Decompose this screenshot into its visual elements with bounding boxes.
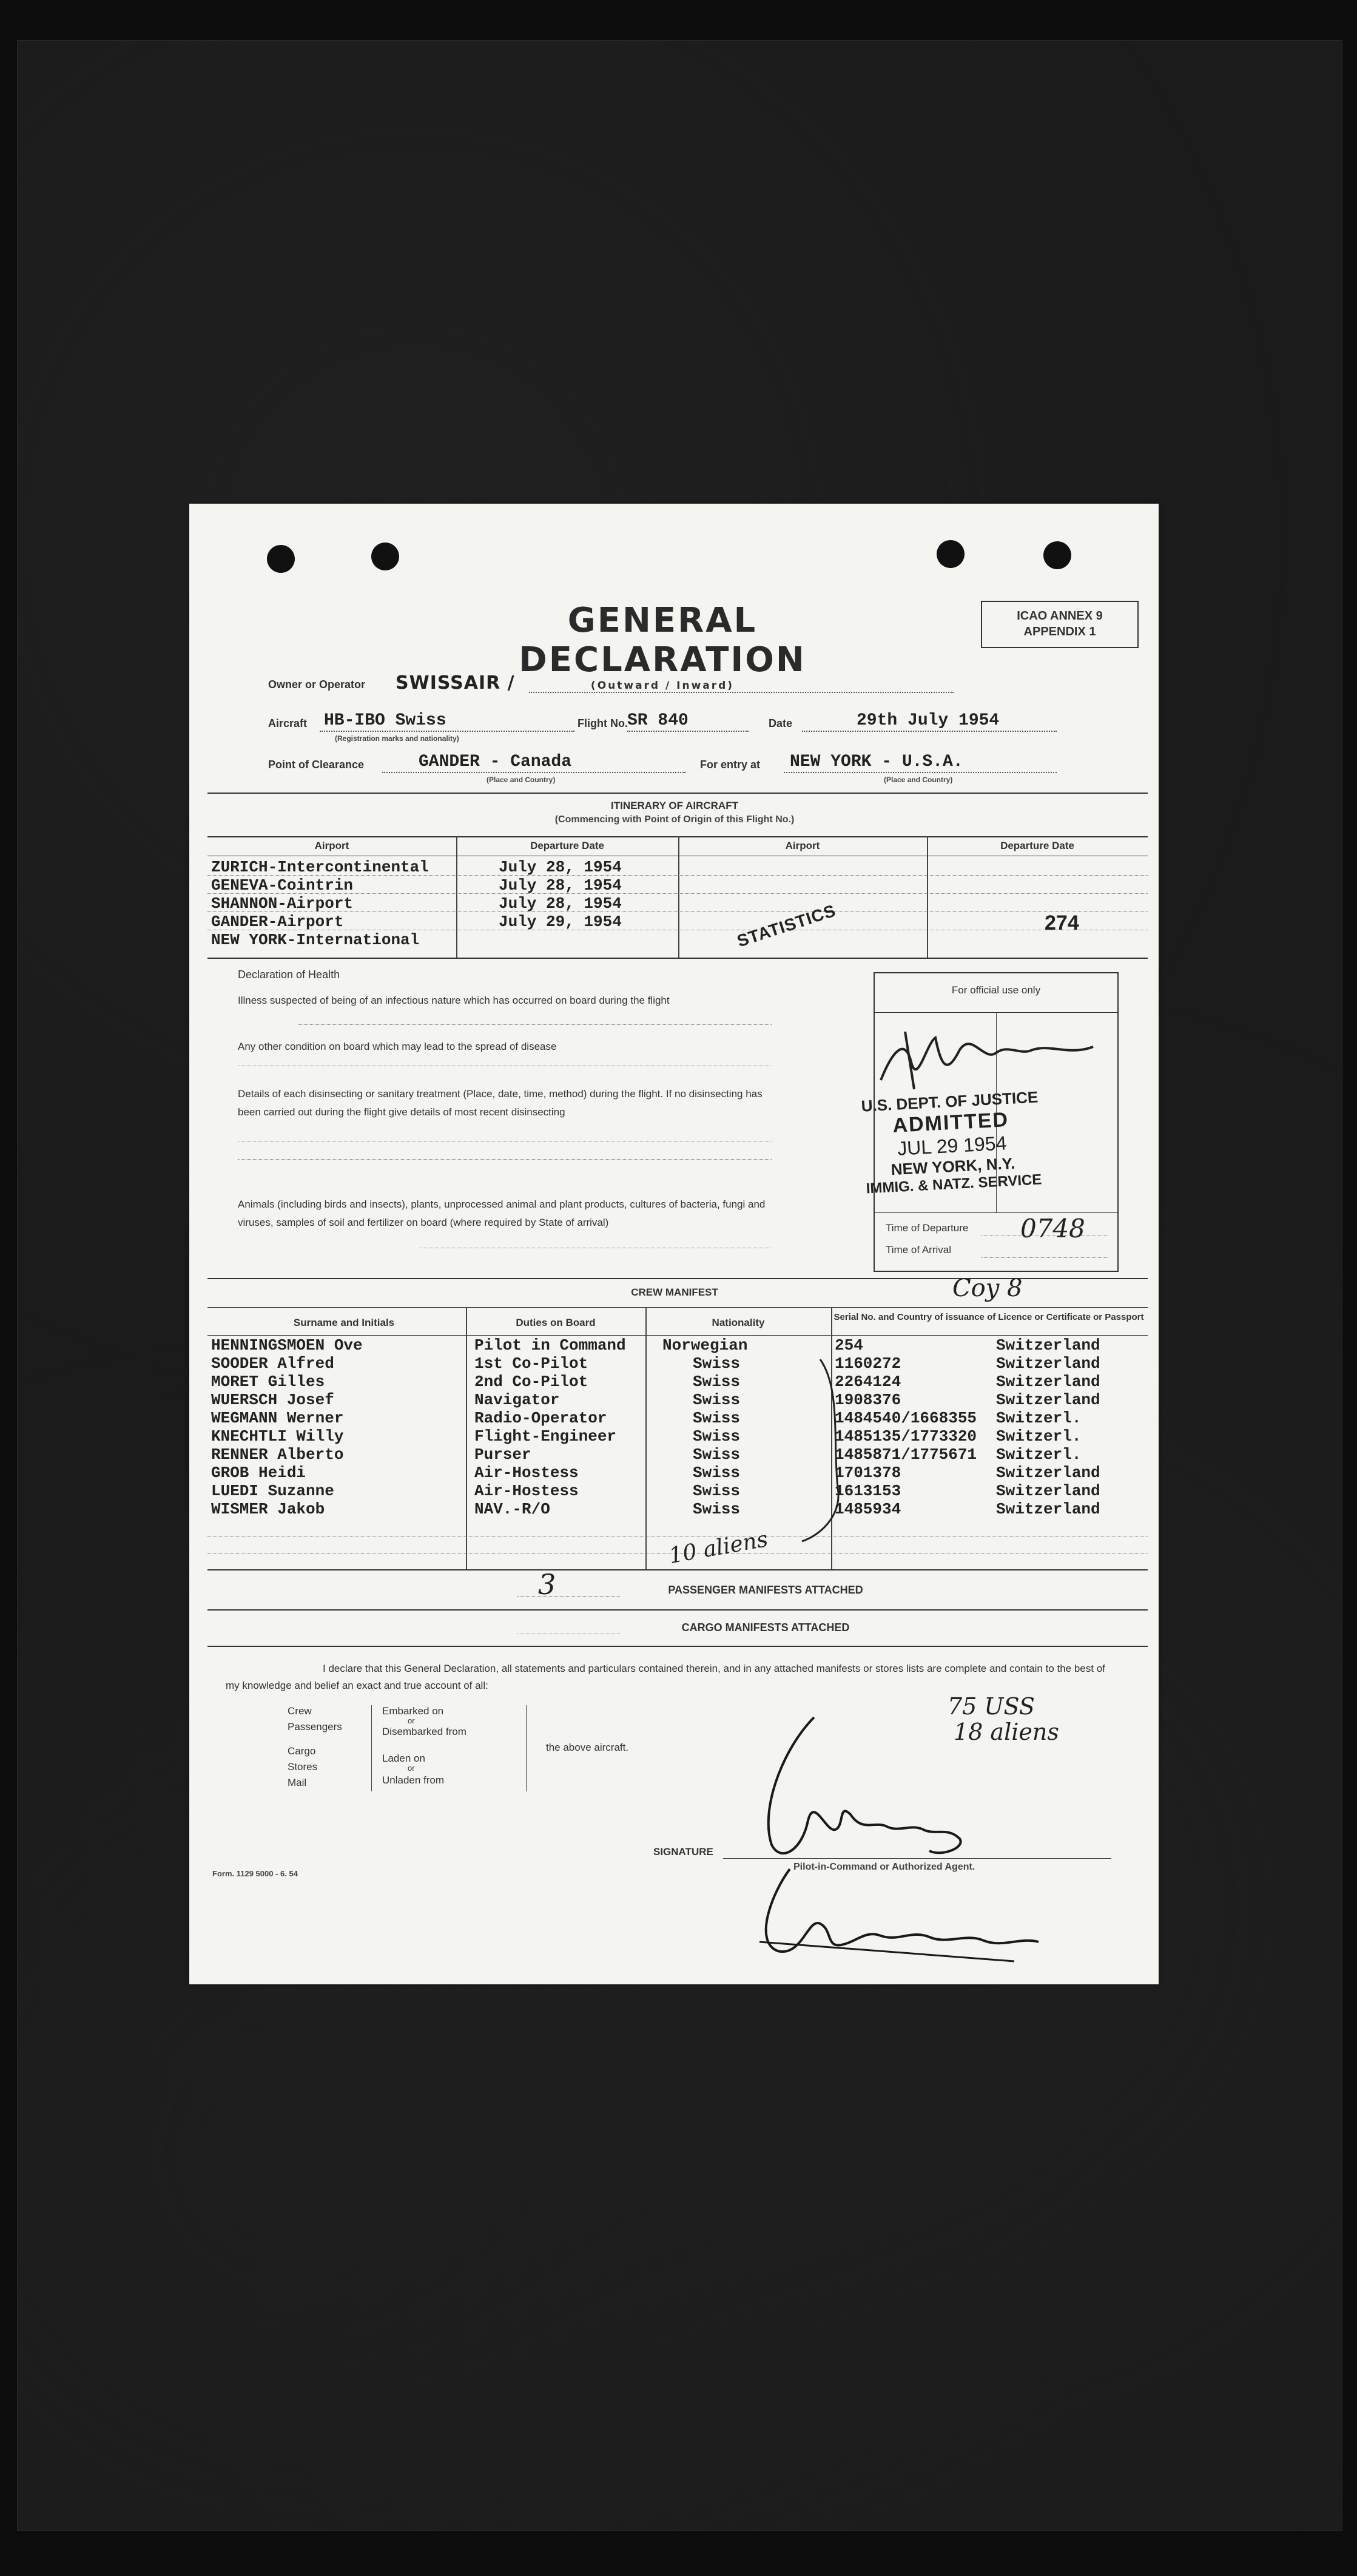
crew-country: Switzerland (996, 1482, 1100, 1500)
stamp-dept: U.S. DEPT. OF JUSTICE (860, 1087, 1039, 1115)
count-annotation-2: 18 aliens (954, 1719, 1059, 1745)
crew-title: CREW MANIFEST (631, 1286, 718, 1298)
passenger-manifest-count: 3 (538, 1568, 556, 1601)
decl-or: or (408, 1716, 415, 1725)
form-number: Form. 1129 5000 - 6. 54 (212, 1869, 298, 1878)
decl-disembarked: Disembarked from (382, 1726, 466, 1737)
itinerary-airport: SHANNON-Airport (211, 894, 354, 913)
divider (207, 793, 1148, 794)
owner-value: SWISSAIR / (396, 672, 515, 694)
general-declaration-form (189, 504, 1159, 1984)
punch-hole (1043, 541, 1071, 569)
flight-label: Flight No. (577, 717, 628, 729)
departure-time-label: Time of Departure (886, 1222, 969, 1234)
decl-laden: Laden on (382, 1753, 425, 1764)
punch-hole (371, 543, 399, 570)
crew-name: WUERSCH Josef (211, 1391, 334, 1409)
answer-line (238, 1159, 772, 1160)
crew-nationality: Swiss (693, 1427, 741, 1445)
crew-duty: Navigator (474, 1391, 560, 1409)
crew-country: Switzerl. (996, 1445, 1082, 1464)
official-use-title: For official use only (951, 984, 1041, 996)
alien-bracket (796, 1353, 850, 1547)
decl-stores: Stores (288, 1761, 318, 1773)
punch-hole (937, 540, 965, 568)
divider (207, 958, 1148, 959)
crew-duty: 1st Co-Pilot (474, 1354, 588, 1373)
crew-serial: 1485135/1773320 (835, 1427, 977, 1445)
crew-duty: NAV.-R/O (474, 1500, 550, 1518)
crew-name: HENNINGSMOEN Ove (211, 1336, 363, 1354)
health-title: Declaration of Health (238, 969, 340, 981)
stamp-date: JUL 29 1954 (897, 1132, 1008, 1160)
crew-serial: 1613153 (835, 1482, 901, 1500)
divider (207, 836, 1148, 837)
crew-row (189, 1445, 1159, 1464)
owner-line (529, 692, 954, 693)
form-subtitle: (Outward / Inward) (590, 680, 735, 692)
crew-annotation: Coy 8 (952, 1274, 1023, 1302)
row-line (207, 911, 1148, 912)
flight-line (627, 731, 749, 732)
crew-row (189, 1427, 1159, 1445)
crew-nationality: Swiss (693, 1409, 741, 1427)
answer-line (298, 1024, 772, 1025)
aircraft-note: (Registration marks and nationality) (335, 734, 459, 743)
crew-name: LUEDI Suzanne (211, 1482, 334, 1500)
crew-country: Switzerland (996, 1391, 1100, 1409)
column-divider (927, 836, 928, 958)
decl-unladen: Unladen from (382, 1774, 445, 1786)
crew-duty: Air-Hostess (474, 1464, 579, 1482)
crew-serial: 1485934 (835, 1500, 901, 1518)
crew-row (189, 1482, 1159, 1500)
bracket (371, 1705, 372, 1791)
crew-serial: 1485871/1775671 (835, 1445, 977, 1464)
departure-time-value: 0748 (1020, 1214, 1085, 1243)
crew-name: WISMER Jakob (211, 1500, 325, 1518)
itinerary-header-airport: Airport (314, 840, 349, 851)
health-q2: Any other condition on board which may lead to the spread of disease (238, 1041, 557, 1052)
crew-header-nationality: Nationality (712, 1317, 765, 1328)
decl-aircraft: the above aircraft. (546, 1742, 629, 1753)
crew-nationality: Swiss (693, 1391, 741, 1409)
divider (207, 1307, 1148, 1308)
crew-row (189, 1391, 1159, 1409)
itinerary-airport: GANDER-Airport (211, 913, 344, 931)
itinerary-airport: GENEVA-Cointrin (211, 876, 354, 894)
signature-note: Pilot-in-Command or Authorized Agent. (793, 1862, 975, 1872)
health-q4: Animals (including birds and insects), plants, unprocessed animal and plant products, cultures of bacteria, fungi and viruses, samples of soil and fertilizer on board (where required by State of arrival) (238, 1198, 766, 1228)
entry-note: (Place and Country) (884, 776, 953, 784)
crew-header-duty: Duties on Board (516, 1317, 596, 1328)
itinerary-header-date: Departure Date (530, 840, 604, 851)
itinerary-header-date-2: Departure Date (1000, 840, 1074, 851)
pilot-signature (735, 1711, 1075, 1966)
crew-name: SOODER Alfred (211, 1354, 334, 1373)
crew-nationality: Swiss (693, 1354, 741, 1373)
crew-row (189, 1336, 1159, 1354)
arrival-time-label: Time of Arrival (886, 1244, 952, 1256)
clearance-label: Point of Clearance (268, 759, 365, 771)
entry-label: For entry at (700, 759, 761, 771)
crew-duty: 2nd Co-Pilot (474, 1373, 588, 1391)
icao-annex-box (981, 601, 1139, 648)
itinerary-number: 274 (1045, 911, 1079, 935)
stamp-place: NEW YORK, N.Y. (891, 1154, 1016, 1179)
crew-country: Switzerl. (996, 1427, 1082, 1445)
declaration-text: I declare that this General Declaration, all statements and particulars contained therein, and in any attached manifests or stores lists are complete and contain to the best of my knowledge and belief an exact and true account of all: (226, 1663, 1105, 1691)
decl-embarked: Embarked on (382, 1705, 444, 1717)
crew-nationality: Swiss (693, 1445, 741, 1464)
aircraft-line (320, 731, 574, 732)
crew-name: MORET Gilles (211, 1373, 325, 1391)
crew-serial: 2264124 (835, 1373, 901, 1391)
cargo-manifests-label: CARGO MANIFESTS ATTACHED (681, 1621, 850, 1634)
crew-name: RENNER Alberto (211, 1445, 344, 1464)
crew-serial: 1701378 (835, 1464, 901, 1482)
passenger-manifests-label: PASSENGER MANIFESTS ATTACHED (668, 1584, 863, 1596)
row-line (207, 1536, 1148, 1537)
itinerary-note: (Commencing with Point of Origin of this Flight No.) (554, 814, 795, 825)
date-label: Date (769, 717, 793, 729)
crew-row (189, 1409, 1159, 1427)
decl-passengers: Passengers (288, 1721, 342, 1733)
signature-label: SIGNATURE (653, 1846, 713, 1858)
crew-country: Switzerl. (996, 1409, 1082, 1427)
bracket (526, 1705, 527, 1791)
crew-row (189, 1373, 1159, 1391)
admitted-stamp (849, 1087, 1054, 1198)
crew-nationality: Swiss (693, 1373, 741, 1391)
itinerary-airport: NEW YORK-International (211, 931, 420, 949)
clearance-value: GANDER - Canada (419, 752, 572, 771)
crew-serial: 1908376 (835, 1391, 901, 1409)
divider (207, 1646, 1148, 1647)
officer-signature (869, 1026, 1105, 1092)
crew-nationality: Swiss (693, 1482, 741, 1500)
crew-row (189, 1500, 1159, 1518)
annex-line: ICAO ANNEX 9 (1017, 609, 1103, 623)
crew-name: KNECHTLI Willy (211, 1427, 344, 1445)
crew-serial: 254 (835, 1336, 863, 1354)
column-divider (678, 836, 679, 958)
crew-country: Switzerland (996, 1500, 1100, 1518)
crew-duty: Purser (474, 1445, 531, 1464)
punch-hole (267, 545, 295, 573)
flight-value: SR 840 (627, 711, 689, 730)
count-annotation-1: 75 USS (948, 1693, 1035, 1720)
aircraft-value: HB-IBO Swiss (324, 711, 446, 730)
entry-line (784, 772, 1057, 773)
itinerary-date: July 28, 1954 (499, 894, 622, 913)
crew-duty: Pilot in Command (474, 1336, 626, 1354)
date-line (802, 731, 1057, 732)
itinerary-date: July 28, 1954 (499, 858, 622, 876)
entry-value: NEW YORK - U.S.A. (790, 752, 963, 771)
decl-crew: Crew (288, 1705, 312, 1717)
crew-country: Switzerland (996, 1464, 1100, 1482)
divider (875, 1212, 1117, 1213)
statistics-stamp: STATISTICS (735, 901, 838, 951)
row-line (207, 893, 1148, 894)
owner-label: Owner or Operator (268, 678, 366, 691)
aliens-annotation: 10 aliens (667, 1527, 770, 1569)
stamp-admitted: ADMITTED (892, 1108, 1009, 1138)
crew-country: Switzerland (996, 1354, 1100, 1373)
crew-country: Switzerland (996, 1373, 1100, 1391)
row-line (207, 875, 1148, 876)
crew-row (189, 1354, 1159, 1373)
itinerary-date: July 28, 1954 (499, 876, 622, 894)
divider (207, 1335, 1148, 1336)
crew-serial: 1484540/1668355 (835, 1409, 977, 1427)
health-q1: Illness suspected of being of an infectious nature which has occurred on board during the flight (238, 995, 670, 1006)
answer-line (517, 1596, 620, 1597)
crew-duty: Air-Hostess (474, 1482, 579, 1500)
crew-country: Switzerland (996, 1336, 1100, 1354)
crew-name: GROB Heidi (211, 1464, 306, 1482)
divider (207, 1609, 1148, 1611)
answer-line (981, 1257, 1108, 1258)
divider (207, 1569, 1148, 1570)
crew-name: WEGMANN Werner (211, 1409, 344, 1427)
itinerary-airport: ZURICH-Intercontinental (211, 858, 429, 876)
clearance-note: (Place and Country) (487, 776, 556, 784)
aircraft-label: Aircraft (268, 717, 308, 729)
itinerary-title: ITINERARY OF AIRCRAFT (611, 800, 738, 811)
crew-header-serial: Serial No. and Country of issuance of Licence or Certificate or Passport (833, 1312, 1144, 1322)
clearance-line (382, 772, 685, 773)
itinerary-date: July 29, 1954 (499, 913, 622, 931)
crew-nationality: Swiss (693, 1464, 741, 1482)
crew-row (189, 1464, 1159, 1482)
crew-duty: Radio-Operator (474, 1409, 607, 1427)
form-title: GENERAL DECLARATION (Outward / Inward) (432, 601, 893, 692)
decl-or-2: or (408, 1763, 415, 1773)
itinerary-header-airport-2: Airport (785, 840, 820, 851)
appendix-line: APPENDIX 1 (1023, 625, 1096, 638)
crew-nationality: Norwegian (662, 1336, 748, 1354)
date-value: 29th July 1954 (857, 711, 1000, 730)
column-divider (456, 836, 457, 958)
stamp-service: IMMIG. & NATZ. SERVICE (866, 1171, 1042, 1197)
crew-serial: 1160272 (835, 1354, 901, 1373)
health-q3: Details of each disinsecting or sanitary treatment (Place, date, time, method) during the flight. If no disinsecting has been carried out during the flight give details of most recent disinsecting (238, 1088, 763, 1118)
decl-mail: Mail (288, 1777, 307, 1788)
crew-nationality: Swiss (693, 1500, 741, 1518)
crew-duty: Flight-Engineer (474, 1427, 617, 1445)
crew-header-name: Surname and Initials (293, 1317, 395, 1328)
decl-cargo: Cargo (288, 1745, 316, 1757)
